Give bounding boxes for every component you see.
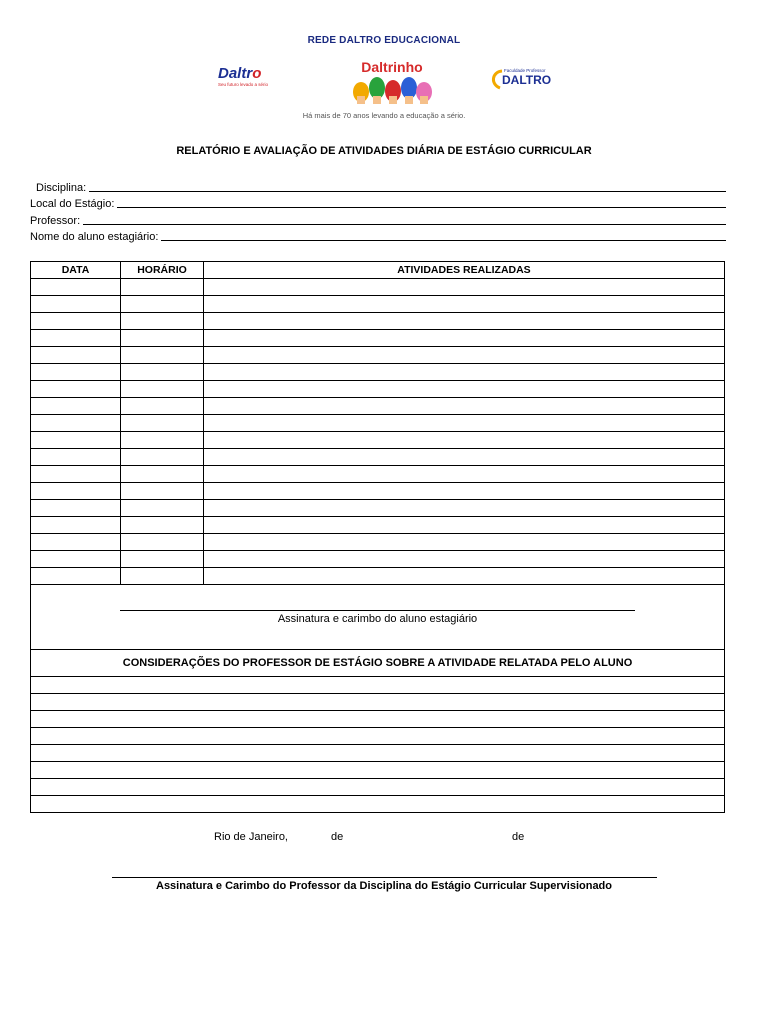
table-row [31,500,725,517]
considerations-line-row [31,745,725,762]
date-cell[interactable] [31,313,121,330]
date-cell[interactable] [31,500,121,517]
activity-cell[interactable] [204,381,725,398]
date-de-2: de [512,831,525,843]
activity-cell[interactable] [204,568,725,585]
time-cell[interactable] [121,296,204,313]
field-professor[interactable] [30,210,726,227]
date-cell[interactable] [31,381,121,398]
date-line [0,831,768,847]
date-cell[interactable] [31,432,121,449]
signature-line [120,610,635,611]
field-label: Professor: [30,214,81,227]
column-header-data: DATA [31,262,121,279]
date-cell[interactable] [31,551,121,568]
table-row [31,534,725,551]
considerations-line-row [31,779,725,796]
table-row [31,449,725,466]
date-cell[interactable] [31,398,121,415]
considerations-line[interactable] [31,779,725,796]
fill-line[interactable] [89,190,726,192]
table-row [31,364,725,381]
table-row [31,313,725,330]
considerations-line[interactable] [31,694,725,711]
field-nome-aluno[interactable] [30,227,726,244]
time-cell[interactable] [121,398,204,415]
fill-line[interactable] [117,206,726,208]
table-row [31,347,725,364]
date-cell[interactable] [31,364,121,381]
activity-cell[interactable] [204,483,725,500]
date-cell[interactable] [31,534,121,551]
student-signature-cell[interactable] [31,585,725,650]
table-row [31,432,725,449]
date-cell[interactable] [31,347,121,364]
time-cell[interactable] [121,466,204,483]
column-header-horario: HORÁRIO [121,262,204,279]
fill-line[interactable] [83,223,726,225]
time-cell[interactable] [121,500,204,517]
table-row [31,415,725,432]
date-de-1: de [331,831,344,843]
header-fields [30,177,726,243]
slogan: Há mais de 70 anos levando a educação a sério. [302,111,466,120]
field-disciplina[interactable] [30,177,726,194]
activities-table [30,261,725,813]
time-cell[interactable] [121,364,204,381]
activity-rows [31,279,725,585]
date-cell[interactable] [31,296,121,313]
faculdade-daltro-logo: Faculdade Professor DALTRO [488,68,568,90]
activity-cell[interactable] [204,313,725,330]
table-row [31,381,725,398]
considerations-line-row [31,694,725,711]
considerations-line[interactable] [31,677,725,694]
time-cell[interactable] [121,279,204,296]
time-cell[interactable] [121,432,204,449]
table-row [31,398,725,415]
field-label: Nome do aluno estagiário: [30,231,159,243]
swoosh-icon [488,68,504,90]
considerations-line[interactable] [31,745,725,762]
activity-cell[interactable] [204,347,725,364]
city-label: Rio de Janeiro, [214,831,288,843]
table-row [31,330,725,347]
table-row [31,517,725,534]
time-cell[interactable] [121,568,204,585]
activity-cell[interactable] [204,364,725,381]
time-cell[interactable] [121,449,204,466]
considerations-line[interactable] [31,796,725,813]
considerations-line-row [31,677,725,694]
time-cell[interactable] [121,534,204,551]
time-cell[interactable] [121,483,204,500]
date-cell[interactable] [31,279,121,296]
field-label: Disciplina: [36,181,87,194]
activity-cell[interactable] [204,330,725,347]
date-cell[interactable] [31,466,121,483]
time-cell[interactable] [121,381,204,398]
field-label: Local do Estágio: [30,198,115,210]
table-row [31,568,725,585]
activity-cell[interactable] [204,551,725,568]
table-row [31,466,725,483]
date-cell[interactable] [31,330,121,347]
activity-cell[interactable] [204,534,725,551]
activity-cell[interactable] [204,415,725,432]
daltro-logo: Daltro Seu futuro levado a sério [218,65,269,87]
considerations-line[interactable] [31,762,725,779]
network-title: REDE DALTRO EDUCACIONAL [307,35,461,46]
considerations-line-row [31,762,725,779]
considerations-heading-row [31,650,725,677]
student-signature-label: Assinatura e carimbo do aluno estagiário [277,612,478,625]
considerations-line[interactable] [31,728,725,745]
considerations-line-row [31,796,725,813]
date-cell[interactable] [31,568,121,585]
professor-signature-label: Assinatura e Carimbo do Professor da Disciplina do Estágio Curricular Supervisionado [156,880,612,892]
date-cell[interactable] [31,415,121,432]
date-cell[interactable] [31,483,121,500]
date-cell[interactable] [31,517,121,534]
date-cell[interactable] [31,449,121,466]
table-row [31,551,725,568]
professor-signature-line[interactable] [112,877,657,878]
student-signature-row [31,585,725,650]
activity-cell[interactable] [204,296,725,313]
activity-cell[interactable] [204,398,725,415]
time-cell[interactable] [121,313,204,330]
activity-cell[interactable] [204,466,725,483]
activity-cell[interactable] [204,517,725,534]
time-cell[interactable] [121,330,204,347]
activity-cell[interactable] [204,500,725,517]
document-title: RELATÓRIO E AVALIAÇÃO DE ATIVIDADES DIÁRIA DE ESTÁGIO CURRICULAR [176,145,592,157]
time-cell[interactable] [121,517,204,534]
activity-cell[interactable] [204,279,725,296]
considerations-heading: CONSIDERAÇÕES DO PROFESSOR DE ESTÁGIO SOBRE A ATIVIDADE RELATADA PELO ALUNO [31,650,725,677]
fill-line[interactable] [161,239,726,241]
table-row [31,279,725,296]
considerations-line[interactable] [31,711,725,728]
activity-cell[interactable] [204,432,725,449]
column-header-atividades: ATIVIDADES REALIZADAS [204,262,725,279]
field-local-estagio[interactable] [30,194,726,211]
considerations-line-row [31,728,725,745]
time-cell[interactable] [121,347,204,364]
daltrinho-logo: Daltrinho [340,60,444,106]
time-cell[interactable] [121,551,204,568]
considerations-line-row [31,711,725,728]
activity-cell[interactable] [204,449,725,466]
table-header-row [31,262,725,279]
table-row [31,296,725,313]
painted-hands-icon [347,74,437,104]
time-cell[interactable] [121,415,204,432]
considerations-rows [31,677,725,813]
table-row [31,483,725,500]
